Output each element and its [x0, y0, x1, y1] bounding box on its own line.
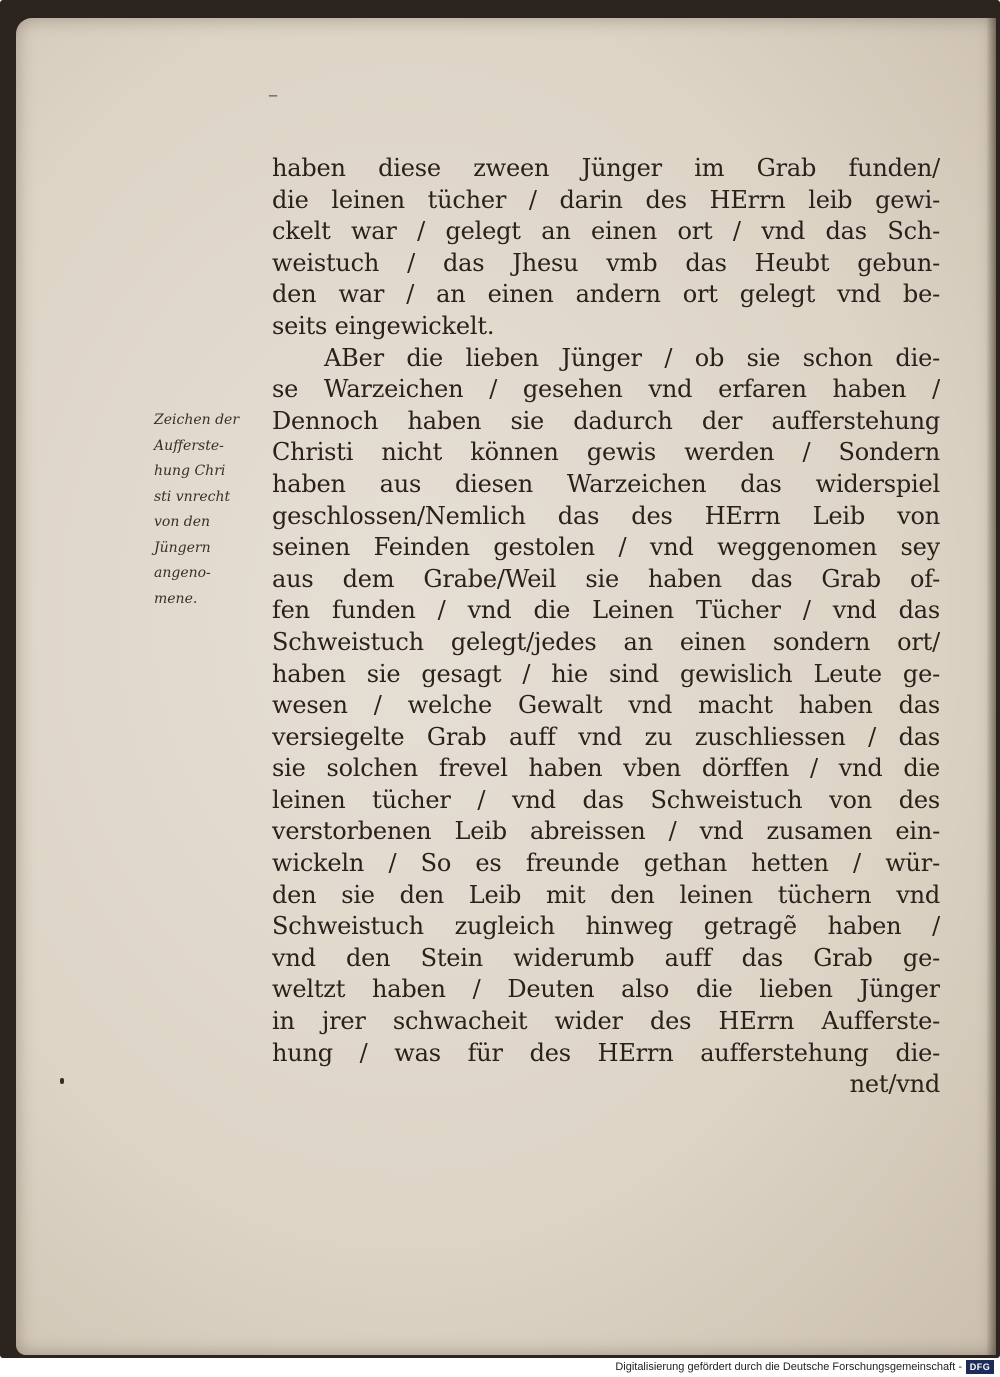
text-line: haben sie gesagt / hie sind gewislich Leute ge-: [272, 659, 940, 688]
text-line: sie solchen frevel haben vben dörffen / vnd die: [272, 754, 940, 783]
text-line: vnd den Stein widerumb auff das Grab ge-: [272, 943, 940, 972]
margin-note-line: Aufferste-: [154, 437, 224, 454]
text-line: seits eingewickelt.: [272, 311, 495, 340]
margin-note-line: sti vnrecht: [154, 488, 231, 505]
text-line: in jrer schwacheit wider des HErrn Aufferste-: [272, 1007, 940, 1036]
catchword-line: net/vnd: [849, 1070, 940, 1099]
margin-note-line: Jüngern: [154, 539, 211, 556]
text-line: hung / was für des HErrn aufferstehung die-: [272, 1038, 940, 1067]
text-line: aus dem Grabe/Weil sie haben das Grab of-: [272, 564, 940, 593]
margin-note: [154, 408, 280, 612]
dfg-logo: DFG: [966, 1360, 994, 1374]
text-line: die leinen tücher / darin des HErrn leib gewi-: [272, 185, 940, 214]
text-line: weltzt haben / Deuten also die lieben Jünger: [272, 975, 940, 1004]
ink-speck: [60, 1078, 64, 1084]
header-mark: –: [268, 82, 278, 106]
margin-note-line: mene.: [154, 590, 198, 607]
text-line: Schweistuch zugleich hinweg getragẽ haben /: [272, 912, 940, 941]
text-line: se Warzeichen / gesehen vnd erfaren haben /: [272, 375, 940, 404]
text-line: den sie den Leib mit den leinen tüchern vnd: [272, 880, 940, 909]
text-line: seinen Feinden gestolen / vnd weggenomen sey: [272, 533, 940, 562]
text-line: ckelt war / gelegt an einen ort / vnd das Sch-: [272, 217, 940, 246]
page-edge-shadow: [986, 18, 996, 1355]
margin-note-line: Zeichen der: [154, 412, 240, 428]
text-line: Christi nicht können gewis werden / Sondern: [272, 438, 940, 467]
margin-note-line: hung Chri: [154, 463, 226, 479]
text-line: verstorbenen Leib abreissen / vnd zusamen ein-: [272, 817, 940, 846]
paragraph-start-line: ABer die lieben Jünger / ob sie schon die-: [324, 343, 940, 372]
text-line: wesen / welche Gewalt vnd macht haben das: [272, 691, 940, 720]
text-line: wickeln / So es freunde gethan hetten / wür-: [272, 849, 940, 878]
text-line: weistuch / das Jhesu vmb das Heubt gebun-: [272, 248, 940, 277]
text-line: Dennoch haben sie dadurch der aufferstehung: [272, 406, 940, 435]
margin-note-line: von den: [154, 514, 211, 530]
text-line: haben diese zween Jünger im Grab funden/: [272, 154, 940, 182]
main-text-block: [272, 153, 940, 1101]
text-line: den war / an einen andern ort gelegt vnd be-: [272, 280, 940, 309]
text-line: fen funden / vnd die Leinen Tücher / vnd das: [272, 596, 940, 625]
text-line: versiegelte Grab auff vnd zu zuschliessen / das: [272, 722, 940, 751]
text-line: leinen tücher / vnd das Schweistuch von des: [272, 785, 940, 814]
text-line: Schweistuch gelegt/jedes an einen sondern ort/: [272, 627, 940, 656]
digitization-credit: Digitalisierung gefördert durch die Deutsche Forschungsgemeinschaft -: [615, 1361, 962, 1373]
margin-note-line: angeno-: [154, 565, 211, 581]
text-line: haben aus diesen Warzeichen das widerspiel: [272, 469, 940, 498]
text-line: geschlossen/Nemlich das des HErrn Leib von: [272, 501, 940, 530]
